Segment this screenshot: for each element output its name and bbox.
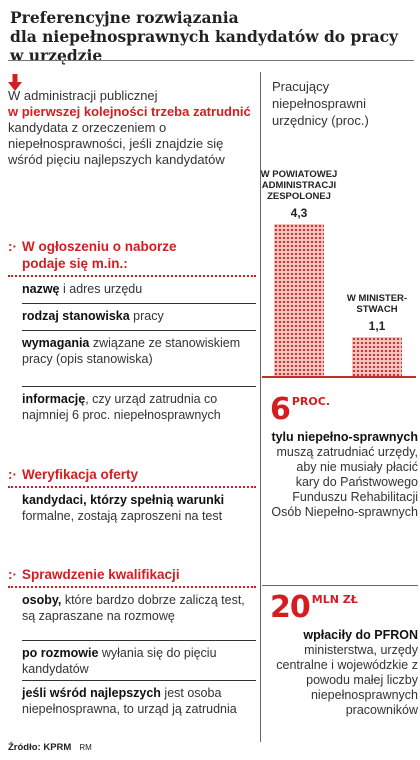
list-item: nazwę i adres urzędu	[22, 282, 143, 296]
fact-number: 20	[270, 590, 310, 625]
item-divider	[22, 386, 256, 387]
title-line-2: dla niepełnosprawnych kandydatów do pracy w urzędzie	[10, 27, 399, 65]
title-divider	[8, 60, 414, 61]
page-title	[10, 8, 414, 65]
chart-baseline	[262, 376, 416, 378]
chart-data-label: 1,1	[368, 319, 386, 334]
section-heading-qualifications: :· Sprawdzenie kwalifikacji	[8, 567, 180, 582]
chart-bar	[352, 337, 402, 376]
item-divider	[22, 303, 256, 304]
intro-part-1: W administracji publicznej	[8, 88, 158, 103]
fact-figure-amount	[270, 592, 358, 624]
chart-category-label: W MINISTER-STWACH	[346, 293, 408, 316]
colon-bullet-icon: :·	[8, 567, 17, 582]
list-item: wymagania związane ze stanowiskiem pracy (opis stanowiska)	[22, 336, 241, 366]
title-line-1: Preferencyjne rozwiązania	[10, 8, 239, 27]
colon-bullet-icon: :·	[8, 467, 17, 482]
intro-text	[8, 88, 254, 168]
section-heading-verification: :· Weryfikacja oferty	[8, 467, 139, 482]
item-divider	[22, 640, 256, 641]
chart-data-label: 4,3	[290, 206, 308, 220]
section-heading-announcement	[8, 238, 254, 272]
chart-title: Pracujący niepełnosprawni urzędnicy (proc.)	[272, 79, 369, 128]
section-dotted-divider	[8, 275, 256, 277]
list-item: po rozmowie wyłania się do pięciu kandydatów	[22, 646, 217, 676]
fact-number: 6	[270, 392, 290, 427]
item-divider	[22, 330, 256, 331]
colon-bullet-icon: :·	[8, 239, 17, 254]
source-note	[8, 742, 92, 753]
list-item: jeśli wśród najlepszych jest osoba niepełnosprawna, to urząd ją zatrudnia	[22, 686, 237, 716]
fact-description: wpłaciły do PFRON ministerstwa, urzędy centralne i wojewódzkie z powodu małej liczby niepełnosprawnych pracowników	[276, 628, 418, 717]
intro-highlight: w pierwszej kolejności trzeba zatrudnić	[8, 104, 251, 119]
list-item: kandydaci, którzy spełnią warunki formalne, zostają zaproszeni na test	[22, 493, 225, 523]
section-dotted-divider	[8, 486, 256, 488]
fact-figure-percent	[270, 394, 330, 426]
source-label: Źródło: KPRM	[8, 742, 72, 753]
fact-unit: MLN ZŁ	[311, 593, 358, 606]
list-item: osoby, które bardzo dobrze zaliczą test, są zapraszane na rozmowę	[22, 593, 245, 623]
chart-category-label: W POWIATOWEJ ADMINISTRACJI ZESPOLONEJ	[260, 169, 338, 202]
fact-description: tylu niepełno-sprawnych muszą zatrudniać urzędy, aby nie musiały płacić kary do Państwowego Funduszu Rehabilitacji Osób Niepełno-sprawnych	[271, 430, 418, 519]
fact-unit: PROC.	[291, 395, 331, 408]
section-dotted-divider	[8, 586, 256, 588]
list-item: rodzaj stanowiska pracy	[22, 309, 164, 323]
chart-bar	[274, 224, 324, 376]
intro-part-3: kandydata z orzeczeniem o niepełnosprawności, jeśli znajdzie się wśród pięciu najlepszych kandydatów	[8, 120, 225, 167]
fact-divider	[262, 585, 418, 586]
section-heading-line-2: podaje się m.in.:	[22, 256, 128, 271]
list-item: informację, czy urząd zatrudnia co najmniej 6 proc. niepełnosprawnych	[22, 392, 221, 422]
item-divider	[22, 680, 256, 681]
section-heading-line-1: W ogłoszeniu o naborze	[22, 239, 177, 254]
author-initials: RM	[79, 743, 92, 752]
